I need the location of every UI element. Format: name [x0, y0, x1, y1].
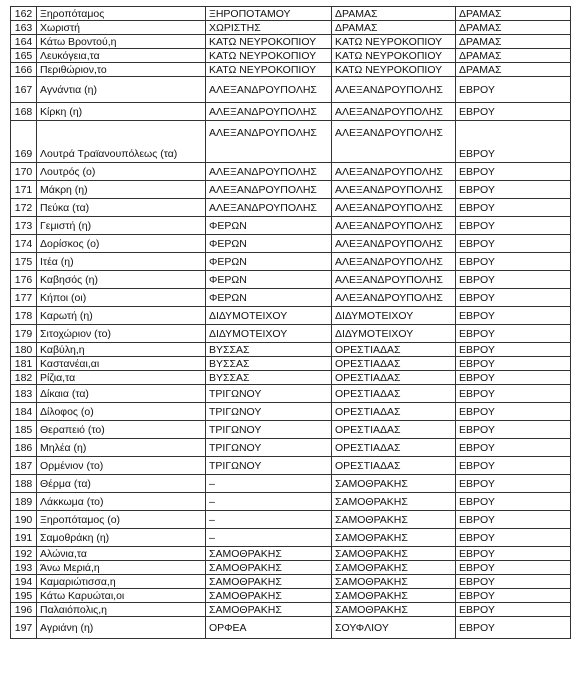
table-row [11, 343, 571, 357]
regional-unit-cell: ΣΑΜΟΘΡΑΚΗΣ [332, 493, 456, 511]
municipality-cell: ΑΛΕΞΑΝΔΡΟΥΠΟΛΗΣ [206, 181, 332, 199]
table-row [11, 439, 571, 457]
municipality-cell: ΑΛΕΞΑΝΔΡΟΥΠΟΛΗΣ [206, 163, 332, 181]
table-row [11, 121, 571, 163]
settlement-name-cell: Λουτρά Τραϊανουπόλεως (τα) [37, 121, 206, 163]
prefecture-cell: ΕΒΡΟΥ [456, 199, 571, 217]
settlement-name-cell: Αλώνια,τα [37, 547, 206, 561]
regional-unit-cell: ΣΑΜΟΘΡΑΚΗΣ [332, 529, 456, 547]
regional-unit-cell: ΣΑΜΟΘΡΑΚΗΣ [332, 561, 456, 575]
regional-unit-cell: ΚΑΤΩ ΝΕΥΡΟΚΟΠΙΟΥ [332, 63, 456, 77]
table-row [11, 289, 571, 307]
settlement-name-cell: Σαμοθράκη (η) [37, 529, 206, 547]
table-row [11, 235, 571, 253]
settlement-name-cell: Γεμιστή (η) [37, 217, 206, 235]
settlement-name-cell: Λευκόγεια,τα [37, 49, 206, 63]
row-number-cell: 179 [11, 325, 37, 343]
row-number-cell: 163 [11, 21, 37, 35]
regional-unit-cell: ΑΛΕΞΑΝΔΡΟΥΠΟΛΗΣ [332, 163, 456, 181]
regional-unit-cell: ΣΟΥΦΛΙΟΥ [332, 617, 456, 639]
prefecture-cell: ΕΒΡΟΥ [456, 589, 571, 603]
row-number-cell: 189 [11, 493, 37, 511]
municipality-cell: ΣΑΜΟΘΡΑΚΗΣ [206, 575, 332, 589]
regional-unit-cell: ΟΡΕΣΤΙΑΔΑΣ [332, 357, 456, 371]
settlement-name-cell: Λάκκωμα (το) [37, 493, 206, 511]
row-number-cell: 165 [11, 49, 37, 63]
settlement-name-cell: Ξηροπόταμος [37, 7, 206, 21]
table-body [11, 7, 571, 639]
municipality-cell: ΣΑΜΟΘΡΑΚΗΣ [206, 561, 332, 575]
prefecture-cell: ΕΒΡΟΥ [456, 403, 571, 421]
settlement-name-cell: Καβύλη,η [37, 343, 206, 357]
table-row [11, 475, 571, 493]
municipality-cell: ΤΡΙΓΩΝΟΥ [206, 385, 332, 403]
prefecture-cell: ΕΒΡΟΥ [456, 181, 571, 199]
municipality-cell: ΟΡΦΕΑ [206, 617, 332, 639]
row-number-cell: 180 [11, 343, 37, 357]
municipality-cell: – [206, 529, 332, 547]
prefecture-cell: ΕΒΡΟΥ [456, 511, 571, 529]
municipality-cell: ΦΕΡΩΝ [206, 289, 332, 307]
settlement-name-cell: Κάτω Καρυώται,οι [37, 589, 206, 603]
table-row [11, 529, 571, 547]
row-number-cell: 170 [11, 163, 37, 181]
prefecture-cell: ΕΒΡΟΥ [456, 289, 571, 307]
prefecture-cell: ΕΒΡΟΥ [456, 371, 571, 385]
table-row [11, 181, 571, 199]
regional-unit-cell: ΣΑΜΟΘΡΑΚΗΣ [332, 547, 456, 561]
municipality-cell: ΦΕΡΩΝ [206, 235, 332, 253]
row-number-cell: 164 [11, 35, 37, 49]
regional-unit-cell: ΑΛΕΞΑΝΔΡΟΥΠΟΛΗΣ [332, 253, 456, 271]
regional-unit-cell: ΟΡΕΣΤΙΑΔΑΣ [332, 421, 456, 439]
row-number-cell: 168 [11, 103, 37, 121]
settlement-name-cell: Αγριάνη (η) [37, 617, 206, 639]
prefecture-cell: ΕΒΡΟΥ [456, 343, 571, 357]
table-row [11, 49, 571, 63]
prefecture-cell: ΕΒΡΟΥ [456, 457, 571, 475]
row-number-cell: 186 [11, 439, 37, 457]
row-number-cell: 176 [11, 271, 37, 289]
regional-unit-cell: ΣΑΜΟΘΡΑΚΗΣ [332, 603, 456, 617]
regional-unit-cell: ΣΑΜΟΘΡΑΚΗΣ [332, 475, 456, 493]
settlement-name-cell: Ξηροπόταμος (ο) [37, 511, 206, 529]
prefecture-cell: ΔΡΑΜΑΣ [456, 7, 571, 21]
settlement-name-cell: Θέρμα (τα) [37, 475, 206, 493]
table-row [11, 253, 571, 271]
prefecture-cell: ΕΒΡΟΥ [456, 271, 571, 289]
settlement-name-cell: Αγνάντια (η) [37, 77, 206, 103]
prefecture-cell: ΔΡΑΜΑΣ [456, 35, 571, 49]
regional-unit-cell: ΑΛΕΞΑΝΔΡΟΥΠΟΛΗΣ [332, 199, 456, 217]
prefecture-cell: ΔΡΑΜΑΣ [456, 49, 571, 63]
table-row [11, 617, 571, 639]
municipality-cell: ΞΗΡΟΠΟΤΑΜΟΥ [206, 7, 332, 21]
prefecture-cell: ΕΒΡΟΥ [456, 307, 571, 325]
settlement-name-cell: Πεύκα (τα) [37, 199, 206, 217]
regional-unit-cell: ΑΛΕΞΑΝΔΡΟΥΠΟΛΗΣ [332, 235, 456, 253]
table-row [11, 385, 571, 403]
table-row [11, 21, 571, 35]
prefecture-cell: ΕΒΡΟΥ [456, 547, 571, 561]
row-number-cell: 193 [11, 561, 37, 575]
municipality-cell: – [206, 475, 332, 493]
prefecture-cell: ΕΒΡΟΥ [456, 235, 571, 253]
prefecture-cell: ΔΡΑΜΑΣ [456, 63, 571, 77]
municipality-cell: ΤΡΙΓΩΝΟΥ [206, 403, 332, 421]
regional-unit-cell: ΟΡΕΣΤΙΑΔΑΣ [332, 457, 456, 475]
settlement-name-cell: Άνω Μεριά,η [37, 561, 206, 575]
table-row [11, 511, 571, 529]
prefecture-cell: ΕΒΡΟΥ [456, 561, 571, 575]
settlement-name-cell: Κίρκη (η) [37, 103, 206, 121]
row-number-cell: 187 [11, 457, 37, 475]
settlement-name-cell: Δίλοφος (ο) [37, 403, 206, 421]
settlement-name-cell: Καμαριώτισσα,η [37, 575, 206, 589]
row-number-cell: 162 [11, 7, 37, 21]
row-number-cell: 177 [11, 289, 37, 307]
regional-unit-cell: ΑΛΕΞΑΝΔΡΟΥΠΟΛΗΣ [332, 121, 456, 163]
regional-unit-cell: ΑΛΕΞΑΝΔΡΟΥΠΟΛΗΣ [332, 217, 456, 235]
settlement-name-cell: Κάτω Βροντού,η [37, 35, 206, 49]
table-row [11, 7, 571, 21]
municipality-cell: ΣΑΜΟΘΡΑΚΗΣ [206, 547, 332, 561]
row-number-cell: 182 [11, 371, 37, 385]
municipality-cell: ΒΥΣΣΑΣ [206, 357, 332, 371]
row-number-cell: 196 [11, 603, 37, 617]
settlement-name-cell: Λουτρός (ο) [37, 163, 206, 181]
municipality-cell: ΔΙΔΥΜΟΤΕΙΧΟΥ [206, 325, 332, 343]
row-number-cell: 195 [11, 589, 37, 603]
regional-unit-cell: ΣΑΜΟΘΡΑΚΗΣ [332, 575, 456, 589]
table-row [11, 589, 571, 603]
municipality-cell: ΦΕΡΩΝ [206, 271, 332, 289]
municipality-cell: – [206, 493, 332, 511]
municipality-cell: ΚΑΤΩ ΝΕΥΡΟΚΟΠΙΟΥ [206, 35, 332, 49]
prefecture-cell: ΕΒΡΟΥ [456, 121, 571, 163]
municipality-cell: ΚΑΤΩ ΝΕΥΡΟΚΟΠΙΟΥ [206, 49, 332, 63]
settlement-name-cell: Σιτοχώριον (το) [37, 325, 206, 343]
municipality-cell: ΧΩΡΙΣΤΗΣ [206, 21, 332, 35]
regional-unit-cell: ΟΡΕΣΤΙΑΔΑΣ [332, 371, 456, 385]
settlement-name-cell: Καβησός (η) [37, 271, 206, 289]
settlement-name-cell: Χωριστή [37, 21, 206, 35]
table-row [11, 271, 571, 289]
table-row [11, 163, 571, 181]
table-row [11, 493, 571, 511]
regional-unit-cell: ΣΑΜΟΘΡΑΚΗΣ [332, 589, 456, 603]
regional-unit-cell: ΔΡΑΜΑΣ [332, 7, 456, 21]
table-row [11, 325, 571, 343]
municipality-cell: – [206, 511, 332, 529]
row-number-cell: 185 [11, 421, 37, 439]
prefecture-cell: ΔΡΑΜΑΣ [456, 21, 571, 35]
table-row [11, 403, 571, 421]
settlement-name-cell: Μάκρη (η) [37, 181, 206, 199]
settlement-name-cell: Θεραπειό (το) [37, 421, 206, 439]
row-number-cell: 197 [11, 617, 37, 639]
municipality-cell: ΤΡΙΓΩΝΟΥ [206, 457, 332, 475]
row-number-cell: 172 [11, 199, 37, 217]
row-number-cell: 167 [11, 77, 37, 103]
municipality-cell: ΒΥΣΣΑΣ [206, 371, 332, 385]
regional-unit-cell: ΟΡΕΣΤΙΑΔΑΣ [332, 385, 456, 403]
row-number-cell: 184 [11, 403, 37, 421]
table-row [11, 357, 571, 371]
municipality-cell: ΒΥΣΣΑΣ [206, 343, 332, 357]
table-row [11, 63, 571, 77]
table-row [11, 103, 571, 121]
settlement-name-cell: Καστανέαι,αι [37, 357, 206, 371]
municipality-cell: ΣΑΜΟΘΡΑΚΗΣ [206, 589, 332, 603]
municipality-cell: ΦΕΡΩΝ [206, 217, 332, 235]
municipality-cell: ΑΛΕΞΑΝΔΡΟΥΠΟΛΗΣ [206, 199, 332, 217]
municipality-cell: ΣΑΜΟΘΡΑΚΗΣ [206, 603, 332, 617]
table-row [11, 603, 571, 617]
prefecture-cell: ΕΒΡΟΥ [456, 163, 571, 181]
settlement-name-cell: Ιτέα (η) [37, 253, 206, 271]
prefecture-cell: ΕΒΡΟΥ [456, 103, 571, 121]
settlement-name-cell: Μηλέα (η) [37, 439, 206, 457]
settlement-name-cell: Περιθώριον,το [37, 63, 206, 77]
table-row [11, 217, 571, 235]
municipality-cell: ΑΛΕΞΑΝΔΡΟΥΠΟΛΗΣ [206, 77, 332, 103]
regional-unit-cell: ΑΛΕΞΑΝΔΡΟΥΠΟΛΗΣ [332, 271, 456, 289]
table-row [11, 457, 571, 475]
table-row [11, 35, 571, 49]
settlement-name-cell: Δορίσκος (ο) [37, 235, 206, 253]
prefecture-cell: ΕΒΡΟΥ [456, 529, 571, 547]
regional-unit-cell: ΚΑΤΩ ΝΕΥΡΟΚΟΠΙΟΥ [332, 49, 456, 63]
prefecture-cell: ΕΒΡΟΥ [456, 385, 571, 403]
row-number-cell: 166 [11, 63, 37, 77]
row-number-cell: 171 [11, 181, 37, 199]
municipality-cell: ΔΙΔΥΜΟΤΕΙΧΟΥ [206, 307, 332, 325]
regional-unit-cell: ΣΑΜΟΘΡΑΚΗΣ [332, 511, 456, 529]
prefecture-cell: ΕΒΡΟΥ [456, 325, 571, 343]
prefecture-cell: ΕΒΡΟΥ [456, 493, 571, 511]
regional-unit-cell: ΔΙΔΥΜΟΤΕΙΧΟΥ [332, 325, 456, 343]
prefecture-cell: ΕΒΡΟΥ [456, 575, 571, 589]
regional-unit-cell: ΟΡΕΣΤΙΑΔΑΣ [332, 439, 456, 457]
table-row [11, 307, 571, 325]
regional-unit-cell: ΔΡΑΜΑΣ [332, 21, 456, 35]
row-number-cell: 181 [11, 357, 37, 371]
regional-unit-cell: ΑΛΕΞΑΝΔΡΟΥΠΟΛΗΣ [332, 289, 456, 307]
municipality-cell: ΑΛΕΞΑΝΔΡΟΥΠΟΛΗΣ [206, 121, 332, 163]
prefecture-cell: ΕΒΡΟΥ [456, 439, 571, 457]
regional-unit-cell: ΟΡΕΣΤΙΑΔΑΣ [332, 343, 456, 357]
table-row [11, 371, 571, 385]
table-row [11, 575, 571, 589]
table-row [11, 199, 571, 217]
settlement-name-cell: Δίκαια (τα) [37, 385, 206, 403]
settlement-name-cell: Ρίζια,τα [37, 371, 206, 385]
municipality-cell: ΤΡΙΓΩΝΟΥ [206, 439, 332, 457]
row-number-cell: 174 [11, 235, 37, 253]
prefecture-cell: ΕΒΡΟΥ [456, 217, 571, 235]
row-number-cell: 192 [11, 547, 37, 561]
municipality-cell: ΤΡΙΓΩΝΟΥ [206, 421, 332, 439]
table-row [11, 561, 571, 575]
row-number-cell: 188 [11, 475, 37, 493]
municipality-cell: ΚΑΤΩ ΝΕΥΡΟΚΟΠΙΟΥ [206, 63, 332, 77]
row-number-cell: 183 [11, 385, 37, 403]
municipality-cell: ΑΛΕΞΑΝΔΡΟΥΠΟΛΗΣ [206, 103, 332, 121]
municipality-cell: ΦΕΡΩΝ [206, 253, 332, 271]
regional-unit-cell: ΚΑΤΩ ΝΕΥΡΟΚΟΠΙΟΥ [332, 35, 456, 49]
regional-unit-cell: ΑΛΕΞΑΝΔΡΟΥΠΟΛΗΣ [332, 77, 456, 103]
row-number-cell: 194 [11, 575, 37, 589]
prefecture-cell: ΕΒΡΟΥ [456, 603, 571, 617]
row-number-cell: 169 [11, 121, 37, 163]
settlement-name-cell: Καρωτή (η) [37, 307, 206, 325]
prefecture-cell: ΕΒΡΟΥ [456, 253, 571, 271]
regional-unit-cell: ΟΡΕΣΤΙΑΔΑΣ [332, 403, 456, 421]
row-number-cell: 173 [11, 217, 37, 235]
settlement-name-cell: Παλαιόπολις,η [37, 603, 206, 617]
settlement-name-cell: Ορμένιον (το) [37, 457, 206, 475]
table-row [11, 421, 571, 439]
prefecture-cell: ΕΒΡΟΥ [456, 77, 571, 103]
prefecture-cell: ΕΒΡΟΥ [456, 475, 571, 493]
regional-unit-cell: ΔΙΔΥΜΟΤΕΙΧΟΥ [332, 307, 456, 325]
prefecture-cell: ΕΒΡΟΥ [456, 617, 571, 639]
prefecture-cell: ΕΒΡΟΥ [456, 421, 571, 439]
row-number-cell: 190 [11, 511, 37, 529]
row-number-cell: 191 [11, 529, 37, 547]
table-row [11, 547, 571, 561]
row-number-cell: 175 [11, 253, 37, 271]
table-row [11, 77, 571, 103]
regional-unit-cell: ΑΛΕΞΑΝΔΡΟΥΠΟΛΗΣ [332, 181, 456, 199]
settlement-name-cell: Κήποι (οι) [37, 289, 206, 307]
regional-unit-cell: ΑΛΕΞΑΝΔΡΟΥΠΟΛΗΣ [332, 103, 456, 121]
prefecture-cell: ΕΒΡΟΥ [456, 357, 571, 371]
row-number-cell: 178 [11, 307, 37, 325]
settlements-table [10, 6, 571, 639]
settlements-table-page [10, 6, 570, 639]
